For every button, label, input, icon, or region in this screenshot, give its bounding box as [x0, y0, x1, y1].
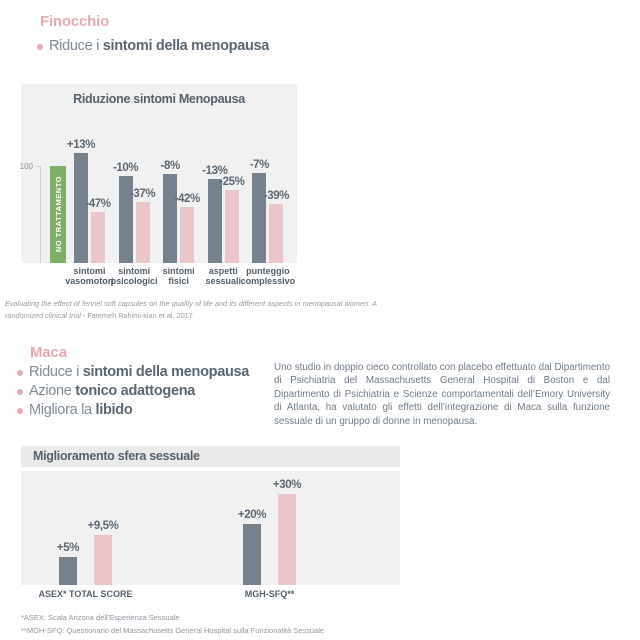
bullet-dot-icon: [37, 44, 43, 50]
finocchio-heading: Finocchio: [40, 13, 110, 30]
chart2-bar-pink-1: [94, 535, 112, 585]
chart1-bar-pink-1: [91, 212, 105, 263]
chart1-bar-pink-2: [136, 202, 150, 263]
chart1-value-label: -42%: [174, 193, 200, 205]
footnote-asex: *ASEX: Scala Arizona dell'Esperienza Sessuale: [21, 613, 180, 622]
chart1-value-label: -47%: [85, 198, 111, 210]
chart1-value-label: -37%: [129, 188, 156, 200]
chart2-value-label: +30%: [272, 479, 302, 491]
chart1-value-label: -13%: [202, 165, 228, 177]
chart2-category-labels: [21, 589, 400, 603]
bullet-text: Riduce i sintomi della menopausa: [29, 364, 250, 380]
chart2-category-label: MGH-SFQ**: [244, 589, 295, 599]
chart1-category-labels: [21, 266, 297, 290]
chart2-bar-gray-2: [243, 524, 261, 585]
y-axis-100-label: 100: [19, 162, 33, 171]
chart1-value-label: -8%: [160, 160, 180, 172]
footnote-mgh-sfq: **MGH-SFQ: Questionario del Massachusetts General Hospital sulla Funzionalità Sessuale: [21, 626, 325, 635]
no-trattamento-label: NO TRATTAMENTO: [53, 176, 63, 253]
maca-heading: Maca: [30, 344, 67, 361]
chart-miglioramento-sfera-sessuale: [21, 471, 400, 585]
chart2-title-band: [21, 446, 400, 467]
chart1-category-label: sintomi vasomotori: [65, 266, 114, 286]
chart1-bar-pink-3: [180, 207, 194, 263]
bullet-dot-icon: [17, 389, 23, 395]
chart1-category-label: sintomi fisici: [162, 266, 195, 286]
chart1-category-label: aspetti sessuali: [205, 266, 242, 286]
chart2-bar-gray-1: [59, 557, 77, 585]
chart1-bar-pink-5: [269, 204, 283, 263]
chart1-category-label: punteggio complessivo: [240, 266, 296, 286]
chart1-bar-gray-4: [208, 179, 222, 263]
chart1-value-label: -39%: [263, 190, 290, 202]
fennel-study-citation: Evaluating the effect of fennel soft capsules on the quality of life and its different aspects in menopausal women: A randomized clinical trial - Fatemeh Rahimi-kian et al. 2017: [5, 299, 377, 320]
chart2-value-label: +20%: [237, 509, 267, 521]
chart1-value-label: +13%: [66, 139, 96, 151]
bullet-dot-icon: [17, 408, 23, 414]
bullet-dot-icon: [17, 370, 23, 376]
chart1-bar-pink-4: [225, 190, 239, 263]
chart2-value-label: +9,5%: [87, 520, 119, 532]
chart1-value-label: -10%: [112, 162, 139, 174]
finocchio-bullet-1: [37, 38, 269, 54]
chart2-category-label: ASEX* TOTAL SCORE: [38, 589, 133, 599]
chart2-value-label: +5%: [56, 542, 80, 554]
maca-bullet-2: [17, 383, 195, 399]
chart2-bar-pink-2: [278, 494, 296, 585]
chart2-footnotes: [21, 611, 324, 637]
chart1-value-label: -25%: [219, 176, 245, 188]
y-axis-line: [40, 166, 41, 263]
chart2-title: Miglioramento sfera sessuale: [33, 449, 200, 463]
chart1-bar-gray-5: [252, 173, 266, 263]
maca-bullet-3: [17, 402, 132, 418]
chart-riduzione-sintomi-menopausa: [21, 84, 297, 263]
maca-study-paragraph: Uno studio in doppio cieco controllato con placebo effettuato dal Dipartimento di Psichiatria del Massachusetts General Hospital di Boston e dal Dipartimento di Psichiatria e Scienze comportamentali dell’Emory University di Atlanta, ha valutato gli effetti dell’integrazione di Maca sulla funzione sessuale di un gruppo di donne in menopausa.: [274, 362, 610, 427]
chart1-value-label: -7%: [249, 159, 270, 171]
bullet-text: Migliora la libido: [29, 402, 133, 418]
chart1-bar-gray-3: [163, 174, 177, 263]
bullet-text: Riduce i sintomi della menopausa: [49, 38, 270, 54]
chart1-bar-no-trattamento: [50, 166, 66, 263]
chart1-category-label: sintomi psicologici: [110, 266, 158, 286]
maca-bullet-1: [17, 364, 249, 380]
bullet-text: Azione tonico adattogena: [29, 383, 196, 399]
chart1-title: Riduzione sintomi Menopausa: [73, 92, 245, 106]
